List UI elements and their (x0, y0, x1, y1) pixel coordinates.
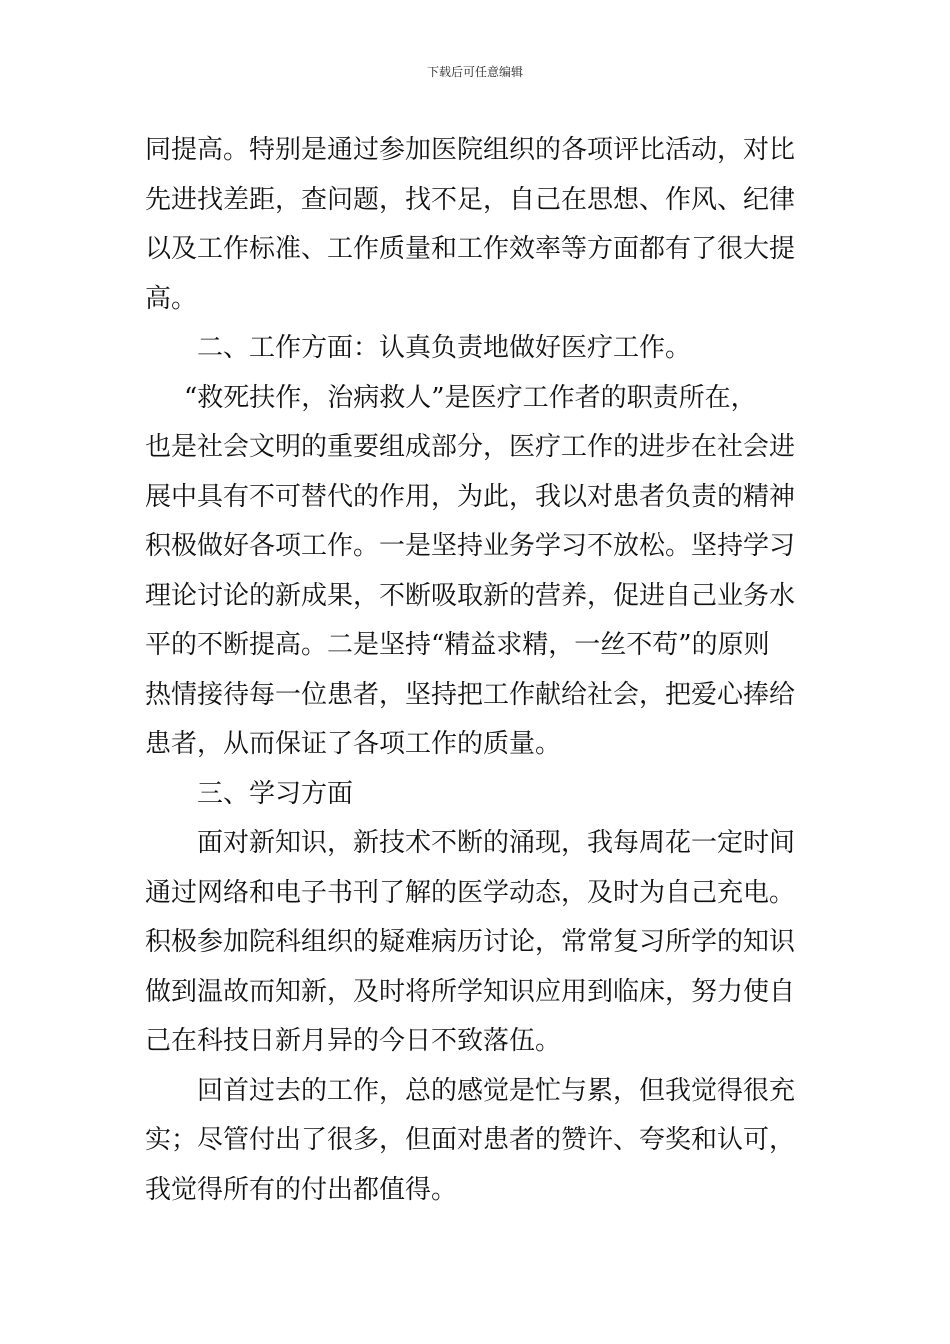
body-line: 积极参加院科组织的疑难病历讨论，常常复习所学的知识 (145, 927, 796, 957)
body-line: 高。 (145, 284, 198, 314)
body-line: “救死扶作，治病救人”是医疗工作者的职责所在， (184, 383, 757, 413)
body-line: 做到温故而知新，及时将所学知识应用到临床，努力使自 (145, 977, 796, 1007)
body-line: 己在科技日新月异的今日不致落伍。 (145, 1026, 562, 1056)
body-line: 平的不断提高。二是坚持“精益求精，一丝不苟”的原则 (145, 630, 770, 660)
body-line: 患者，从而保证了各项工作的质量。 (145, 729, 562, 759)
body-line: 积极做好各项工作。一是坚持业务学习不放松。坚持学习 (145, 531, 796, 561)
section-heading: 三、学习方面 (197, 779, 354, 809)
page-header: 下载后可任意编辑 (426, 65, 523, 79)
body-line: 以及工作标准、工作质量和工作效率等方面都有了很大提 (145, 234, 796, 264)
body-line: 面对新知识，新技术不断的涌现，我每周花一定时间 (197, 828, 796, 858)
body-line: 先进找差距，查问题，找不足，自己在思想、作风、纪律 (145, 185, 796, 215)
body-line: 通过网络和电子书刊了解的医学动态，及时为自己充电。 (145, 878, 796, 908)
body-line: 实；尽管付出了很多，但面对患者的赞许、夸奖和认可， (145, 1125, 796, 1155)
body-line: 我觉得所有的付出都值得。 (145, 1175, 458, 1205)
body-line: 热情接待每一位患者，坚持把工作献给社会，把爱心捧给 (145, 680, 796, 710)
body-line: 也是社会文明的重要组成部分，医疗工作的进步在社会进 (145, 432, 796, 462)
body-line: 回首过去的工作，总的感觉是忙与累，但我觉得很充 (197, 1076, 796, 1106)
section-heading: 二、工作方面：认真负责地做好医疗工作。 (197, 333, 692, 363)
body-line: 展中具有不可替代的作用，为此，我以对患者负责的精神 (145, 482, 796, 512)
body-line: 同提高。特别是通过参加医院组织的各项评比活动，对比 (145, 135, 796, 165)
body-line: 理论讨论的新成果，不断吸取新的营养，促进自己业务水 (145, 581, 796, 611)
